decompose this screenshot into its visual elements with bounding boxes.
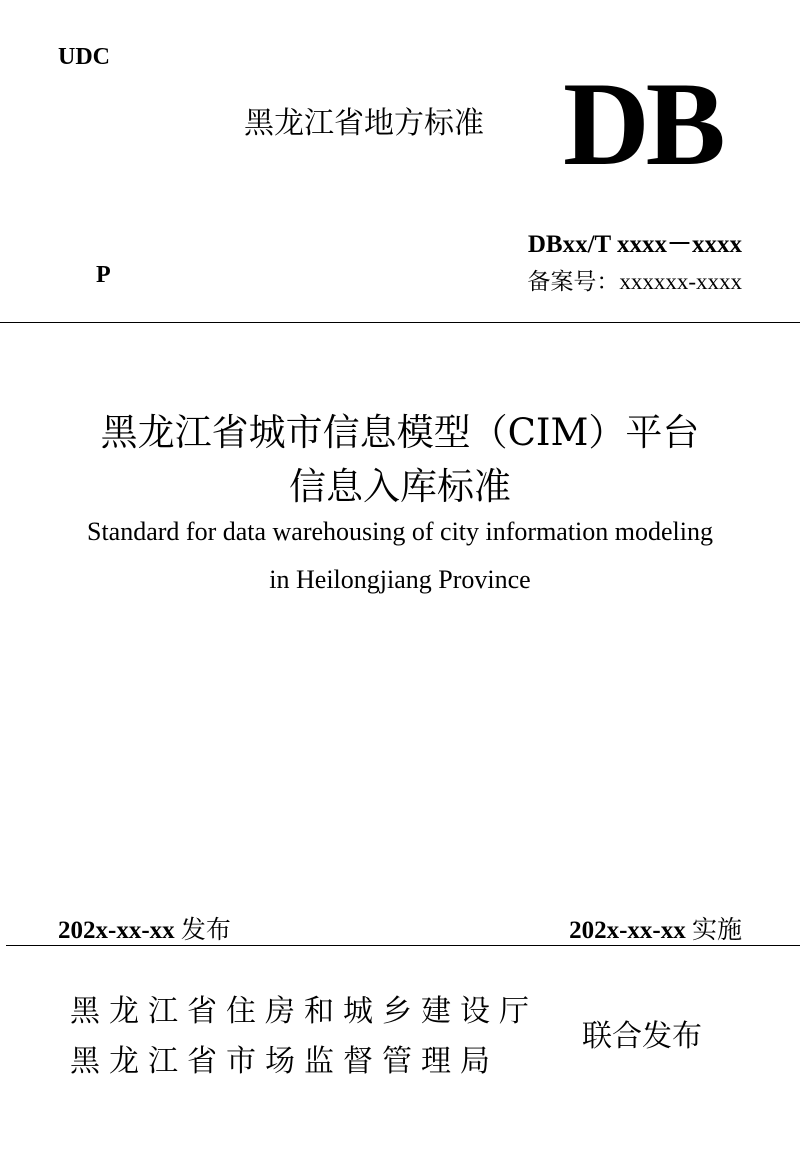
implementation-date	[569, 910, 742, 946]
issue-date	[58, 910, 231, 946]
standard-type-heading: 黑龙江省地方标准	[244, 106, 484, 141]
header-divider	[0, 322, 800, 323]
title-english-line-2: in Heilongjiang Province	[269, 565, 531, 594]
record-number-label: 备案号：	[527, 269, 620, 295]
implementation-date-word: 实施	[691, 915, 742, 944]
record-number-value: xxxxxx-xxxx	[619, 269, 742, 294]
footer-divider	[6, 945, 800, 946]
issuer-housing-department: 黑龙江省住房和城乡建设厅	[70, 994, 538, 1029]
implementation-date-value: 202x-xx-xx	[569, 917, 686, 944]
udc-label: UDC	[58, 44, 110, 70]
joint-issue-label: 联合发布	[582, 1019, 702, 1054]
title-chinese-line-1: 黑龙江省城市信息模型（CIM）平台	[100, 411, 700, 454]
record-number	[527, 263, 742, 296]
category-code: P	[96, 262, 111, 288]
title-english-line-1: Standard for data warehousing of city information modeling	[86, 517, 713, 546]
issue-date-value: 202x-xx-xx	[58, 917, 175, 944]
db-logo-mark: DB	[563, 57, 722, 190]
issuer-market-regulation: 黑龙江省市场监督管理局	[70, 1044, 499, 1079]
standard-number: DBxx/T xxxx－xxxx	[527, 231, 742, 258]
issue-date-word: 发布	[180, 915, 231, 944]
title-chinese-line-2: 信息入库标准	[289, 465, 511, 508]
